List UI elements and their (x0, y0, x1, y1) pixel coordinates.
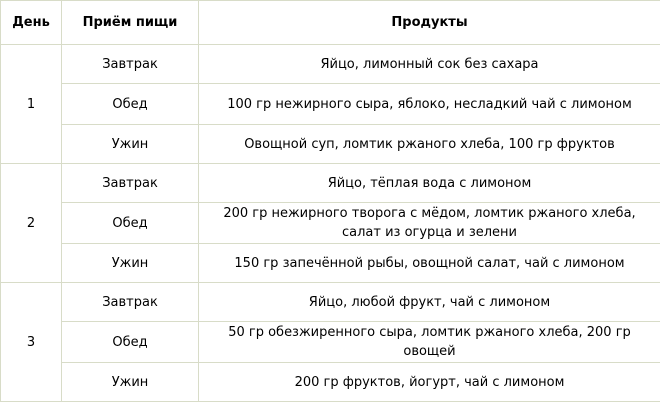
table-row (1, 283, 660, 322)
meal-products: Яйцо, тёплая вода с лимоном (199, 164, 660, 203)
meal-name: Обед (62, 84, 199, 125)
table-row (1, 322, 660, 363)
table-row (1, 125, 660, 164)
meal-products: Яйцо, лимонный сок без сахара (199, 45, 660, 84)
meal-name: Обед (62, 203, 199, 244)
meal-name: Обед (62, 322, 199, 363)
day-number: 3 (1, 283, 62, 402)
table-row (1, 363, 660, 402)
meal-products: 200 гр фруктов, йогурт, чай с лимоном (199, 363, 660, 402)
header-meal: Приём пищи (62, 1, 199, 45)
meal-name: Завтрак (62, 283, 199, 322)
day-number: 1 (1, 45, 62, 164)
meal-products: Овощной суп, ломтик ржаного хлеба, 100 гр фруктов (199, 125, 660, 164)
header-products: Продукты (199, 1, 660, 45)
table-row (1, 164, 660, 203)
header-row (1, 1, 660, 45)
table-row (1, 244, 660, 283)
meal-name: Ужин (62, 125, 199, 164)
day-number: 2 (1, 164, 62, 283)
meal-name: Ужин (62, 244, 199, 283)
meal-name: Завтрак (62, 164, 199, 203)
table-row (1, 203, 660, 244)
meal-products: 50 гр обезжиренного сыра, ломтик ржаного хлеба, 200 гр овощей (199, 322, 660, 363)
meal-products: 200 гр нежирного творога с мёдом, ломтик ржаного хлеба, салат из огурца и зелени (199, 203, 660, 244)
meal-name: Ужин (62, 363, 199, 402)
meal-products: 100 гр нежирного сыра, яблоко, несладкий чай с лимоном (199, 84, 660, 125)
meal-products: Яйцо, любой фрукт, чай с лимоном (199, 283, 660, 322)
header-day: День (1, 1, 62, 45)
meal-products: 150 гр запечённой рыбы, овощной салат, чай с лимоном (199, 244, 660, 283)
table-row (1, 84, 660, 125)
table-row (1, 45, 660, 84)
meal-name: Завтрак (62, 45, 199, 84)
